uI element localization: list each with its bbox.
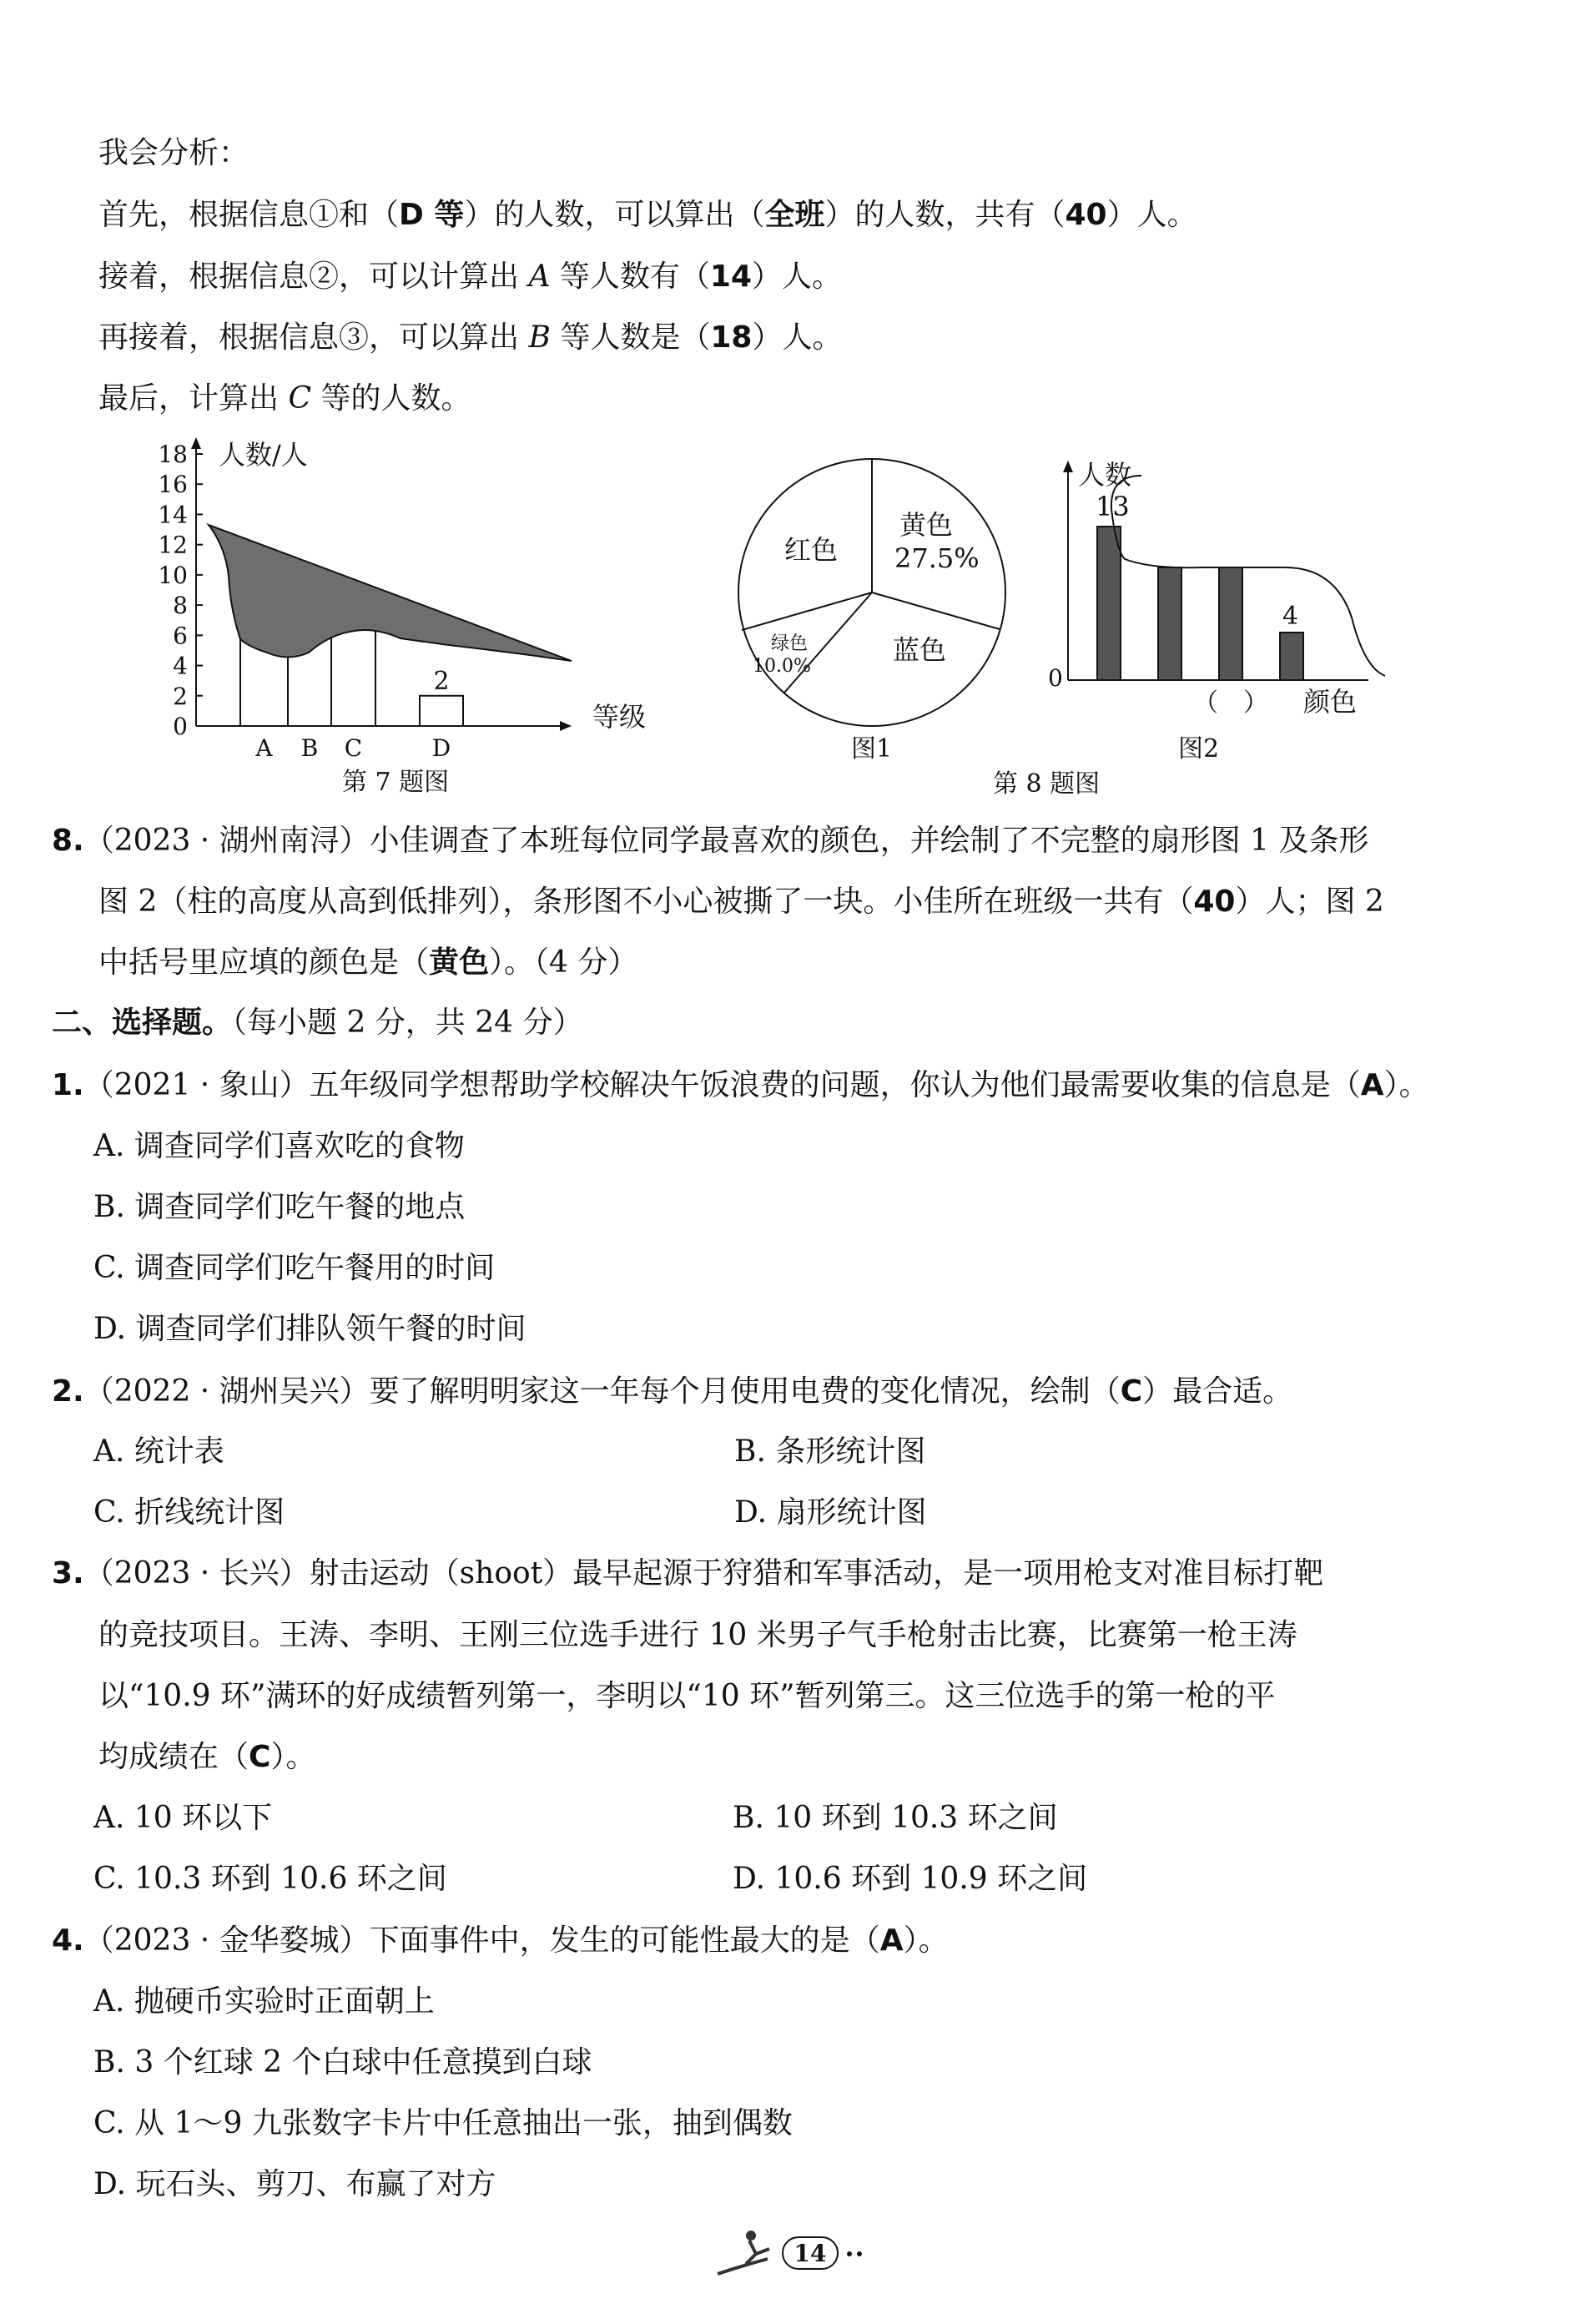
answer: C — [1120, 1374, 1143, 1409]
answer: D 等 — [399, 198, 465, 232]
text: （2022 · 湖州吴兴）要了解明明家这一年每个月使用电费的变化情况，绘制（ — [83, 1374, 1121, 1409]
q1-option-c: C. 调查同学们吃午餐用的时间 — [93, 1251, 496, 1285]
bar-3 — [1219, 567, 1242, 680]
answer: C — [249, 1740, 271, 1774]
text: （2021 · 象山）五年级同学想帮助学校解决午饭浪费的问题，你认为他们最需要收集的信息是（ — [83, 1068, 1361, 1102]
q3-line-1 — [52, 1556, 1324, 1591]
pie-value-yellow: 27.5% — [894, 542, 980, 574]
blank-category-label: （ ） — [1193, 688, 1268, 718]
y-tick-label: 16 — [158, 471, 188, 499]
q2-option-d: D. 扇形统计图 — [734, 1495, 927, 1530]
x-tick-label: A — [255, 734, 273, 762]
text: （2023 · 金华婺城）下面事件中，发生的可能性最大的是（ — [83, 1923, 880, 1958]
question-number: 1. — [52, 1068, 84, 1102]
fig8-bar-caption: 图2 — [1178, 734, 1220, 764]
q2-option-b: B. 条形统计图 — [734, 1434, 926, 1469]
section-detail: （每小题 2 分，共 24 分） — [232, 1006, 583, 1040]
answer: 黄色 — [429, 945, 490, 980]
text: ）人。 — [1106, 198, 1197, 232]
q1-option-d: D. 调查同学们排队领午餐的时间 — [93, 1312, 526, 1346]
fig8-caption: 第 8 题图 — [993, 769, 1101, 799]
y-axis-arrow — [191, 437, 201, 449]
x-axis-label: 颜色 — [1303, 686, 1358, 718]
bar-value-label: 2 — [433, 666, 450, 696]
text: 均成绩在（ — [98, 1740, 249, 1774]
bar-2 — [1158, 567, 1181, 680]
text: ）人。 — [752, 320, 843, 355]
analysis-line-4 — [98, 381, 471, 416]
answer: 14 — [709, 260, 753, 294]
analysis-line-3 — [98, 320, 843, 355]
y-tick-label: 2 — [173, 682, 188, 710]
q4-option-d: D. 玩石头、剪刀、布赢了对方 — [93, 2167, 496, 2201]
text: 图 2（柱的高度从高到低排列），条形图不小心被撕了一块。小佳所在班级一共有（ — [98, 885, 1194, 919]
q3-line-2: 的竞技项目。王涛、李明、王刚三位选手进行 10 米男子气手枪射击比赛，比赛第一枪王涛 — [98, 1618, 1297, 1652]
variable: C — [288, 381, 311, 416]
bar-D — [420, 696, 463, 726]
zero-label: 0 — [1048, 664, 1063, 692]
text: ）人。 — [752, 260, 843, 294]
q4-stem — [52, 1923, 949, 1958]
footer-dot — [857, 2251, 862, 2256]
y-tick-label: 4 — [173, 652, 188, 680]
question-number: 8. — [52, 824, 84, 858]
footer-dot — [847, 2251, 852, 2256]
bar-4-value-label: 4 — [1282, 602, 1299, 631]
text: 等人数是（ — [550, 320, 711, 355]
text: 再接着，根据信息③，可以算出 — [98, 320, 529, 355]
y-tick-label: 18 — [158, 441, 188, 468]
q3-option-a: A. 10 环以下 — [93, 1801, 273, 1835]
q2-option-a: A. 统计表 — [93, 1434, 224, 1469]
x-tick-label: B — [300, 734, 319, 762]
section-2-title — [52, 1008, 583, 1038]
fig8-bar-chart — [1035, 451, 1452, 726]
pie-label-red: 红色 — [784, 534, 839, 566]
pie-value-green: 10.0% — [753, 656, 811, 677]
analysis-heading: 我会分析： — [98, 136, 249, 170]
tear-edge — [1111, 476, 1385, 676]
analysis-line-1 — [98, 200, 1197, 230]
runner-icon — [718, 2241, 769, 2274]
question-number: 3. — [52, 1556, 84, 1591]
y-tick-label: 10 — [158, 561, 188, 589]
analysis-line-2 — [98, 262, 842, 292]
text: 首先，根据信息①和（ — [98, 198, 400, 232]
fig7-chart — [150, 434, 684, 801]
question-number: 2. — [52, 1374, 84, 1409]
q1-option-a: A. 调查同学们喜欢吃的食物 — [93, 1129, 465, 1163]
y-tick-label: 14 — [158, 501, 188, 529]
pie-label-blue: 蓝色 — [893, 634, 947, 666]
q2-option-c: C. 折线统计图 — [93, 1495, 285, 1530]
bar-4 — [1280, 633, 1303, 680]
variable: B — [528, 320, 551, 355]
q8-line-3 — [98, 945, 638, 980]
page-footer — [709, 2224, 909, 2282]
runner-head-icon — [746, 2231, 756, 2241]
text: 中括号里应填的颜色是（ — [98, 945, 430, 980]
text: ）最合适。 — [1142, 1374, 1293, 1409]
q1-option-b: B. 调查同学们吃午餐的地点 — [93, 1190, 466, 1224]
torn-blot — [209, 525, 572, 661]
pie-label-green: 绿色 — [771, 633, 809, 654]
bar-1-value-label: 13 — [1096, 491, 1130, 522]
text: ）。 — [270, 1740, 316, 1774]
text: ）。 — [1383, 1068, 1429, 1102]
q4-option-b: B. 3 个红球 2 个白球中任意摸到白球 — [93, 2045, 592, 2080]
x-axis-label: 等级 — [592, 701, 647, 733]
text: ）。 — [903, 1923, 949, 1958]
pie-label-yellow: 黄色 — [899, 509, 954, 541]
answer: 40 — [1065, 198, 1107, 232]
answer: 40 — [1193, 885, 1236, 919]
answer: 18 — [710, 320, 753, 355]
y-axis-label: 人数/人 — [219, 439, 308, 471]
variable: A — [528, 260, 551, 294]
q1-stem — [52, 1068, 1429, 1102]
q8-line-2 — [98, 887, 1384, 917]
text: ）的人数，可以算出（ — [464, 198, 765, 232]
fig7-caption: 第 7 题图 — [342, 768, 450, 797]
answer: A — [1360, 1068, 1384, 1102]
q3-line-3: 以“10.9 环”满环的好成绩暂列第一，李明以“10 环”暂列第三。这三位选手的第一枪的平 — [98, 1679, 1276, 1713]
question-number: 4. — [52, 1923, 84, 1958]
q3-option-c: C. 10.3 环到 10.6 环之间 — [93, 1862, 447, 1896]
bar-C — [331, 623, 375, 726]
answer: A — [879, 1923, 904, 1958]
text: 等的人数。 — [311, 381, 471, 416]
x-tick-label: C — [344, 734, 363, 762]
fig8-pie — [734, 451, 1018, 768]
q3-option-d: D. 10.6 环到 10.9 环之间 — [733, 1862, 1088, 1896]
section-heading: 二、选择题。 — [52, 1006, 233, 1040]
q3-line-4 — [98, 1742, 315, 1772]
text: （2023 · 湖州南浔）小佳调查了本班每位同学最喜欢的颜色，并绘制了不完整的扇形图 1 及条形 — [83, 824, 1369, 858]
q3-option-b: B. 10 环到 10.3 环之间 — [733, 1801, 1058, 1835]
text: 等人数有（ — [550, 260, 710, 294]
fig8-pie-caption: 图1 — [851, 734, 893, 764]
text: ）人；图 2 — [1235, 885, 1384, 919]
text: ）的人数，共有（ — [824, 198, 1066, 232]
y-tick-label: 6 — [173, 622, 188, 650]
y-axis-arrow — [1063, 461, 1073, 472]
q8-line-1 — [52, 826, 1368, 856]
q2-stem — [52, 1374, 1293, 1409]
bar-1 — [1097, 527, 1121, 680]
text: 接着，根据信息②，可以计算出 — [98, 260, 529, 294]
page-number: 14 — [794, 2240, 827, 2267]
x-tick-label: D — [431, 734, 451, 762]
text: （2023 · 长兴）射击运动（shoot）最早起源于狩猎和军事活动，是一项用枪支对准目标打靶 — [83, 1556, 1324, 1591]
x-axis-arrow — [560, 721, 572, 731]
q4-option-a: A. 抛硬币实验时正面朝上 — [93, 1984, 435, 2019]
text: ）。（4 分） — [489, 945, 638, 980]
text: 最后，计算出 — [98, 381, 289, 416]
y-axis-label: 人数 — [1078, 459, 1132, 491]
answer: 全班 — [764, 198, 825, 232]
q4-option-c: C. 从 1～9 九张数字卡片中任意抽出一张，抽到偶数 — [93, 2106, 793, 2140]
y-tick-label: 0 — [173, 713, 188, 740]
y-tick-label: 12 — [158, 531, 188, 559]
y-tick-label: 8 — [173, 592, 188, 620]
